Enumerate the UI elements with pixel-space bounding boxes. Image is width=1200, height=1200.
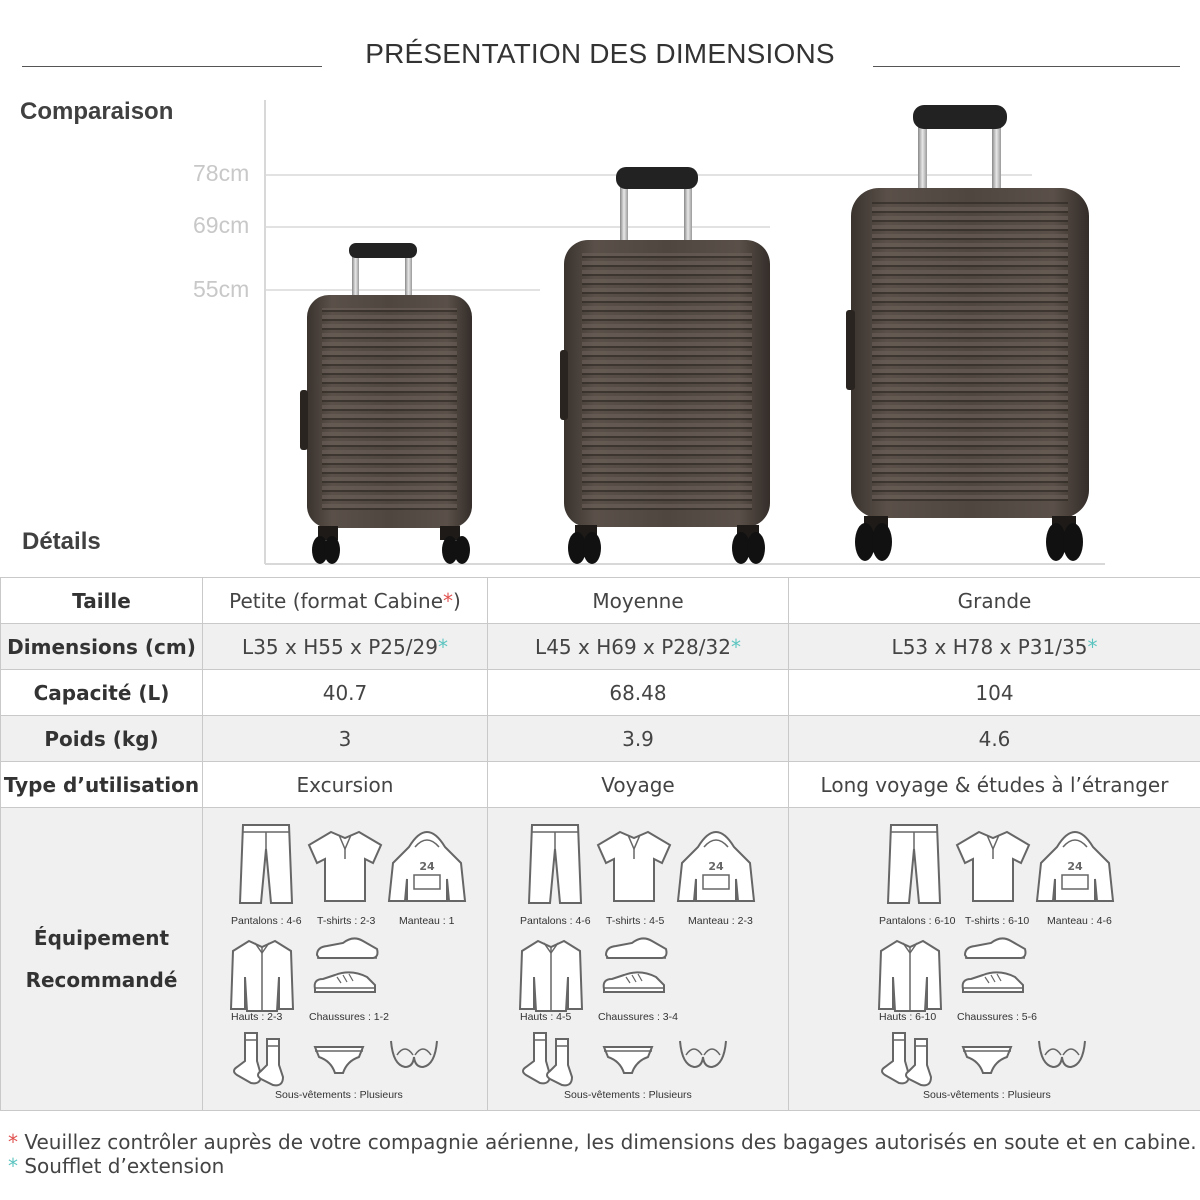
svg-text:24: 24 [708, 860, 724, 873]
cell-usage-medium: Voyage [488, 762, 789, 808]
tshirt-icon [953, 829, 1033, 908]
table-row-size [1, 578, 1200, 624]
underwear-count: Sous-vêtements : Plusieurs [564, 1089, 692, 1101]
height-label-69: 69cm [193, 212, 250, 238]
hoodie-icon [676, 823, 756, 910]
cell-size-small: Petite (format Cabine*) [203, 578, 488, 624]
pants-count: Pantalons : 4-6 [231, 915, 302, 927]
socks-icon [520, 1031, 580, 1092]
equipment-medium [488, 808, 789, 1111]
underwear-count: Sous-vêtements : Plusieurs [923, 1089, 1051, 1101]
briefs-icon [313, 1043, 365, 1080]
svg-text:24: 24 [419, 860, 435, 873]
dress-shoe-icon [313, 933, 381, 968]
table-row-weight [1, 716, 1200, 762]
page-title: PRÉSENTATION DES DIMENSIONS [365, 38, 835, 69]
header-rule-left [22, 66, 322, 67]
hoodie-icon [1035, 823, 1115, 910]
shirt-icon [877, 937, 943, 1018]
underwear-count: Sous-vêtements : Plusieurs [275, 1089, 403, 1101]
pants-icon [526, 823, 584, 910]
bra-icon [676, 1037, 730, 1078]
tops-count: Hauts : 6-10 [879, 1011, 937, 1023]
comparison-heading: Comparaison [20, 98, 174, 125]
cell-capacity-medium: 68.48 [488, 670, 789, 716]
row-label-dimensions: Dimensions (cm) [1, 624, 203, 670]
footnotes [8, 1130, 1200, 1178]
tshirts-count: T-shirts : 4-5 [606, 915, 665, 927]
cell-size-medium: Moyenne [488, 578, 789, 624]
equipment-small [203, 808, 488, 1111]
table-row-capacity [1, 670, 1200, 716]
briefs-icon [961, 1043, 1013, 1080]
pants-count: Pantalons : 6-10 [879, 915, 956, 927]
tops-count: Hauts : 2-3 [231, 1011, 283, 1023]
large-suitcase [846, 105, 1089, 561]
bra-icon [387, 1037, 441, 1078]
cell-weight-large: 4.6 [789, 716, 1200, 762]
sneaker-icon [959, 967, 1027, 1002]
row-label-usage: Type d’utilisation [1, 762, 203, 808]
footnote-expansion: * Soufflet d’extension [8, 1154, 225, 1178]
socks-icon [879, 1031, 939, 1092]
height-label-55: 55cm [193, 276, 250, 302]
table-row-usage [1, 762, 1200, 808]
small-suitcase [300, 243, 472, 564]
row-label-capacity: Capacité (L) [1, 670, 203, 716]
details-heading: Détails [22, 528, 101, 555]
pants-icon [237, 823, 295, 910]
size-comparison [0, 90, 1200, 580]
page-header [0, 28, 1200, 88]
sneaker-icon [600, 967, 668, 1002]
briefs-icon [602, 1043, 654, 1080]
tshirt-icon [305, 829, 385, 908]
equipment-large [789, 808, 1200, 1111]
cell-size-large: Grande [789, 578, 1200, 624]
cell-usage-small: Excursion [203, 762, 488, 808]
row-label-size: Taille [1, 578, 203, 624]
shoes-count: Chaussures : 3-4 [598, 1011, 678, 1023]
cell-weight-medium: 3.9 [488, 716, 789, 762]
row-label-weight: Poids (kg) [1, 716, 203, 762]
dress-shoe-icon [961, 933, 1029, 968]
row-label-equipment: Équipement Recommandé [1, 808, 203, 1111]
cell-dimensions-small: L35 x H55 x P25/29* [203, 624, 488, 670]
coat-count: Manteau : 4-6 [1047, 915, 1112, 927]
height-label-78: 78cm [193, 160, 250, 186]
cell-weight-small: 3 [203, 716, 488, 762]
suitcases-illustration [0, 90, 1200, 580]
shoes-count: Chaussures : 5-6 [957, 1011, 1037, 1023]
sneaker-icon [311, 967, 379, 1002]
cell-capacity-large: 104 [789, 670, 1200, 716]
hoodie-icon [387, 823, 467, 910]
shirt-icon [518, 937, 584, 1018]
tshirt-icon [594, 829, 674, 908]
header-rule-right [873, 66, 1180, 67]
dress-shoe-icon [602, 933, 670, 968]
details-table [0, 577, 1200, 1111]
tshirts-count: T-shirts : 2-3 [317, 915, 376, 927]
tops-count: Hauts : 4-5 [520, 1011, 572, 1023]
table-row-dimensions [1, 624, 1200, 670]
socks-icon [231, 1031, 291, 1092]
footnote-airline: * Veuillez contrôler auprès de votre compagnie aérienne, les dimensions des bagages autorisés en soute et en cabine. [8, 1130, 1197, 1154]
shoes-count: Chaussures : 1-2 [309, 1011, 389, 1023]
shirt-icon [229, 937, 295, 1018]
pants-icon [885, 823, 943, 910]
cell-dimensions-medium: L45 x H69 x P28/32* [488, 624, 789, 670]
coat-count: Manteau : 2-3 [688, 915, 753, 927]
table-row-equipment [1, 808, 1200, 1111]
tshirts-count: T-shirts : 6-10 [965, 915, 1030, 927]
bra-icon [1035, 1037, 1089, 1078]
pants-count: Pantalons : 4-6 [520, 915, 591, 927]
cell-capacity-small: 40.7 [203, 670, 488, 716]
svg-text:24: 24 [1067, 860, 1083, 873]
cell-dimensions-large: L53 x H78 x P31/35* [789, 624, 1200, 670]
coat-count: Manteau : 1 [399, 915, 455, 927]
cell-usage-large: Long voyage & études à l’étranger [789, 762, 1200, 808]
